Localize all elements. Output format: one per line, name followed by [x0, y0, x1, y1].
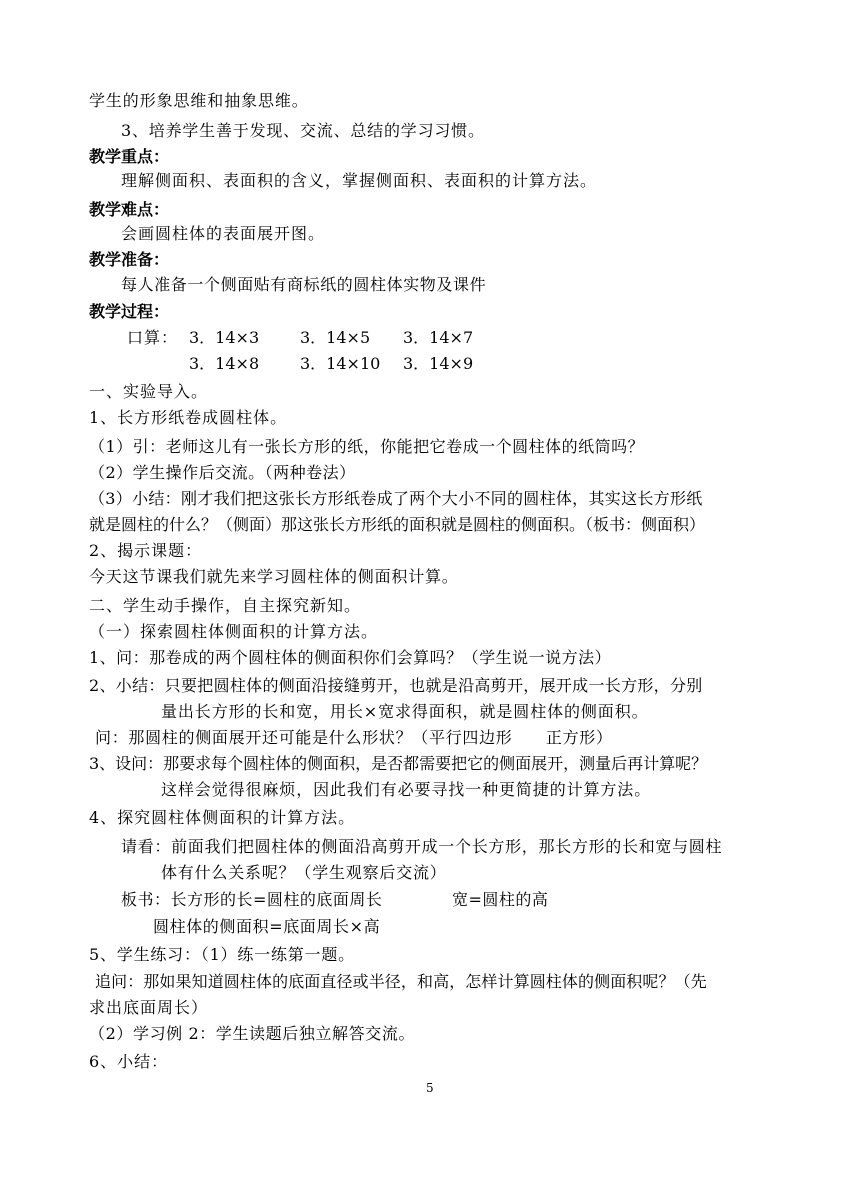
text-line: （一）探索圆柱体侧面积的计算方法。 — [89, 622, 379, 641]
text-line: 求出底面周长） — [89, 998, 209, 1017]
text-line: 1、长方形纸卷成圆柱体。 — [89, 408, 288, 427]
section-heading: 教学过程： — [89, 302, 170, 321]
text-line: 二、学生动手操作，自主探究新知。 — [89, 596, 362, 615]
oral-calc-item: 3．14×10 — [300, 354, 381, 373]
section-heading: 教学重点： — [89, 147, 170, 166]
text-line: 5、学生练习：（1）练一练第一题。 — [89, 945, 355, 964]
text-line: 体有什么关系呢？（学生观察后交流） — [161, 863, 447, 882]
text-line: 每人准备一个侧面贴有商标纸的圆柱体实物及课件 — [121, 275, 487, 294]
text-line: 3、设问：那要求每个圆柱体的侧面积，是否都需要把它的侧面展开，测量后再计算呢？ — [89, 754, 708, 773]
text-line: 这样会觉得很麻烦，因此我们有必要寻找一种更简捷的计算方法。 — [161, 780, 652, 799]
text-line: 就是圆柱的什么？（侧面）那这张长方形纸的面积就是圆柱的侧面积。（板书：侧面积） — [89, 515, 706, 534]
text-line: 2、揭示课题： — [89, 541, 203, 560]
text-line: 追问：那如果知道圆柱体的底面直径或半径，和高，怎样计算圆柱体的侧面积呢？（先 — [95, 972, 707, 991]
text-line: 3、培养学生善于发现、交流、总结的学习习惯。 — [121, 121, 485, 140]
oral-calc-item: 3．14×9 — [403, 354, 474, 373]
board-writing: 圆柱体的侧面积=底面周长×高 — [153, 917, 381, 936]
text-line: （2）学习例 2：学生读题后独立解答交流。 — [89, 1024, 416, 1043]
text-line: 2、小结：只要把圆柱体的侧面沿接缝剪开，也就是沿高剪开，展开成一长方形，分别 — [89, 676, 703, 695]
section-heading: 教学难点： — [89, 200, 170, 219]
oral-calc-label: 口算： — [127, 328, 179, 347]
oral-calc-item: 3．14×7 — [403, 328, 474, 347]
text-line: 1、问：那卷成的两个圆柱体的侧面积你们会算吗？（学生说一说方法） — [89, 648, 612, 667]
board-writing: 宽=圆柱的高 — [452, 890, 549, 909]
text-line: （2）学生操作后交流。（两种卷法） — [89, 463, 356, 482]
oral-calc-item: 3．14×5 — [300, 328, 371, 347]
text-line: 6、小结： — [89, 1052, 169, 1071]
oral-calc-item: 3．14×8 — [189, 354, 260, 373]
text-line: 4、探究圆柱体侧面积的计算方法。 — [89, 808, 356, 827]
text-line: 量出长方形的长和宽，用长×宽求得面积，就是圆柱体的侧面积。 — [161, 702, 649, 721]
text-line: 请看：前面我们把圆柱体的侧面沿高剪开成一个长方形，那长方形的长和宽与圆柱 — [121, 837, 723, 856]
text-line: 问：那圆柱的侧面展开还可能是什么形状？（平行四边形 正方形） — [95, 728, 613, 747]
board-writing: 板书：长方形的长=圆柱的底面周长 — [121, 890, 383, 909]
text-line: 学生的形象思维和抽象思维。 — [89, 91, 309, 110]
text-line: （1）引：老师这儿有一张长方形的纸，你能把它卷成一个圆柱体的纸筒吗？ — [89, 437, 645, 456]
text-line: 今天这节课我们就先来学习圆柱体的侧面积计算。 — [89, 567, 459, 586]
text-line: 一、实验导入。 — [89, 382, 209, 401]
text-line: 会画圆柱体的表面展开图。 — [121, 224, 326, 243]
text-line: 理解侧面积、表面积的含义，掌握侧面积、表面积的计算方法。 — [121, 171, 598, 190]
oral-calc-item: 3．14×3 — [189, 328, 260, 347]
section-heading: 教学准备： — [89, 250, 170, 269]
text-line: （3）小结：刚才我们把这张长方形纸卷成了两个大小不同的圆柱体，其实这长方形纸 — [89, 489, 703, 508]
page-number: 5 — [426, 1081, 434, 1095]
